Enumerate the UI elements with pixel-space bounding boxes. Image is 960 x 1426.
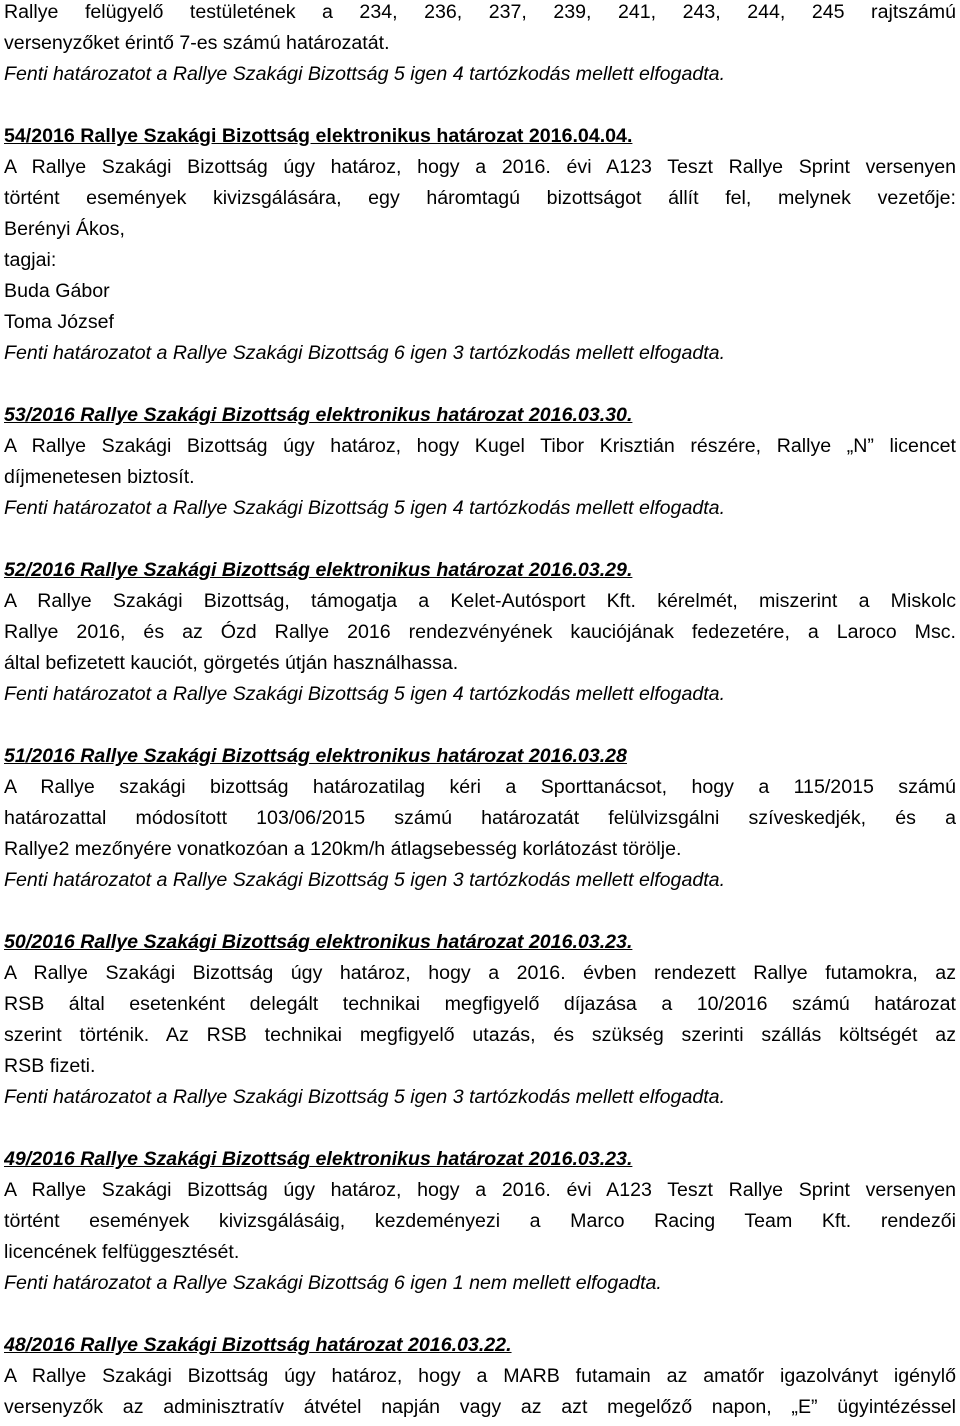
decision-text-line: licencének felfüggesztését. [4, 1241, 240, 1263]
decision-block [4, 121, 956, 369]
decision-text-line: A Rallye Szakági Bizottság úgy határoz, hogy a 2016. évi A123 Teszt Rallye Sprint versenyen [4, 1179, 956, 1201]
decision-text-line: versenyzők az adminisztratív átvétel napján vagy az azt megelőző napon, „E” ügyintézéssel [4, 1396, 956, 1418]
decision-text-line: A Rallye Szakági Bizottság úgy határoz, hogy Kugel Tibor Krisztián részére, Rallye „N” licencet [4, 435, 956, 457]
decision-heading: 53/2016 Rallye Szakági Bizottság elektronikus határozat 2016.03.30. [4, 404, 633, 426]
decision-vote: Fenti határozatot a Rallye Szakági Bizottság 6 igen 1 nem mellett elfogadta. [4, 1272, 662, 1294]
decision-block [4, 1330, 956, 1423]
decision-text-line: RSB fizeti. [4, 1055, 96, 1077]
decision-text-line: által befizetett kauciót, görgetés útján használhassa. [4, 652, 459, 674]
decision-text-line: A Rallye szakági bizottság határozatilag kéri a Sporttanácsot, hogy a 115/2015 számú [4, 776, 956, 798]
decision-text-line: szerint történik. Az RSB technikai megfigyelő utazás, és szükség szerinti szállás költségét az [4, 1024, 956, 1046]
decision-text-line: határozattal módosított 103/06/2015 számú határozatát felülvizsgálni szíveskedjék, és a [4, 807, 956, 829]
decision-text-line: történt események kivizsgálásáig, kezdeményezi a Marco Racing Team Kft. rendezői [4, 1210, 956, 1232]
decision-text-line: Berényi Ákos, [4, 218, 125, 240]
intro-line-1: Rallye felügyelő testületének a 234, 236, 237, 239, 241, 243, 244, 245 rajtszámú [4, 1, 956, 23]
decision-text-line: díjmenetesen biztosít. [4, 466, 195, 488]
decision-heading: 51/2016 Rallye Szakági Bizottság elektronikus határozat 2016.03.28 [4, 745, 627, 767]
decision-block [4, 1144, 956, 1299]
decision-text-line: Rallye 2016, és az Ózd Rallye 2016 rendezvényének kauciójának fedezetére, a Laroco Msc. [4, 621, 956, 643]
intro-line-2: versenyzőket érintő 7-es számú határozatát. [4, 32, 390, 54]
decision-heading: 49/2016 Rallye Szakági Bizottság elektronikus határozat 2016.03.23. [4, 1148, 633, 1170]
decision-vote: Fenti határozatot a Rallye Szakági Bizottság 5 igen 4 tartózkodás mellett elfogadta. [4, 497, 726, 519]
intro-vote: Fenti határozatot a Rallye Szakági Bizottság 5 igen 4 tartózkodás mellett elfogadta. [4, 63, 726, 85]
decision-block [4, 555, 956, 710]
decision-text-line: tagjai: [4, 249, 57, 271]
decision-block [4, 400, 956, 524]
decision-heading: 52/2016 Rallye Szakági Bizottság elektronikus határozat 2016.03.29. [4, 559, 633, 581]
decision-vote: Fenti határozatot a Rallye Szakági Bizottság 6 igen 3 tartózkodás mellett elfogadta. [4, 342, 726, 364]
decision-text-line: Toma József [4, 311, 114, 333]
decision-heading: 50/2016 Rallye Szakági Bizottság elektronikus határozat 2016.03.23. [4, 931, 633, 953]
decision-text-line: Rallye2 mezőnyére vonatkozóan a 120km/h átlagsebesség korlátozást törölje. [4, 838, 682, 860]
decision-vote: Fenti határozatot a Rallye Szakági Bizottság 5 igen 3 tartózkodás mellett elfogadta. [4, 869, 726, 891]
decision-vote: Fenti határozatot a Rallye Szakági Bizottság 5 igen 3 tartózkodás mellett elfogadta. [4, 1086, 726, 1108]
decision-text-line: A Rallye Szakági Bizottság úgy határoz, hogy a MARB futamain az amatőr igazolványt igénylő [4, 1365, 956, 1387]
decision-text-line: történt események kivizsgálására, egy háromtagú bizottságot állít fel, melynek vezetője: [4, 187, 956, 209]
decision-text-line: A Rallye Szakági Bizottság úgy határoz, hogy a 2016. évben rendezett Rallye futamokra, az [4, 962, 956, 984]
decision-text-line: Buda Gábor [4, 280, 110, 302]
decision-text-line: A Rallye Szakági Bizottság úgy határoz, hogy a 2016. évi A123 Teszt Rallye Sprint versenyen [4, 156, 956, 178]
decision-block [4, 741, 956, 896]
decision-text-line: A Rallye Szakági Bizottság, támogatja a Kelet-Autósport Kft. kérelmét, miszerint a Miskolc [4, 590, 956, 612]
decision-text-line: RSB által esetenként delegált technikai megfigyelő díjazása a 10/2016 számú határozat [4, 993, 956, 1015]
decision-vote: Fenti határozatot a Rallye Szakági Bizottság 5 igen 4 tartózkodás mellett elfogadta. [4, 683, 726, 705]
decision-heading: 48/2016 Rallye Szakági Bizottság határozat 2016.03.22. [4, 1334, 512, 1356]
decision-block [4, 927, 956, 1113]
decision-heading: 54/2016 Rallye Szakági Bizottság elektronikus határozat 2016.04.04. [4, 125, 633, 147]
decision-list [4, 121, 956, 1423]
